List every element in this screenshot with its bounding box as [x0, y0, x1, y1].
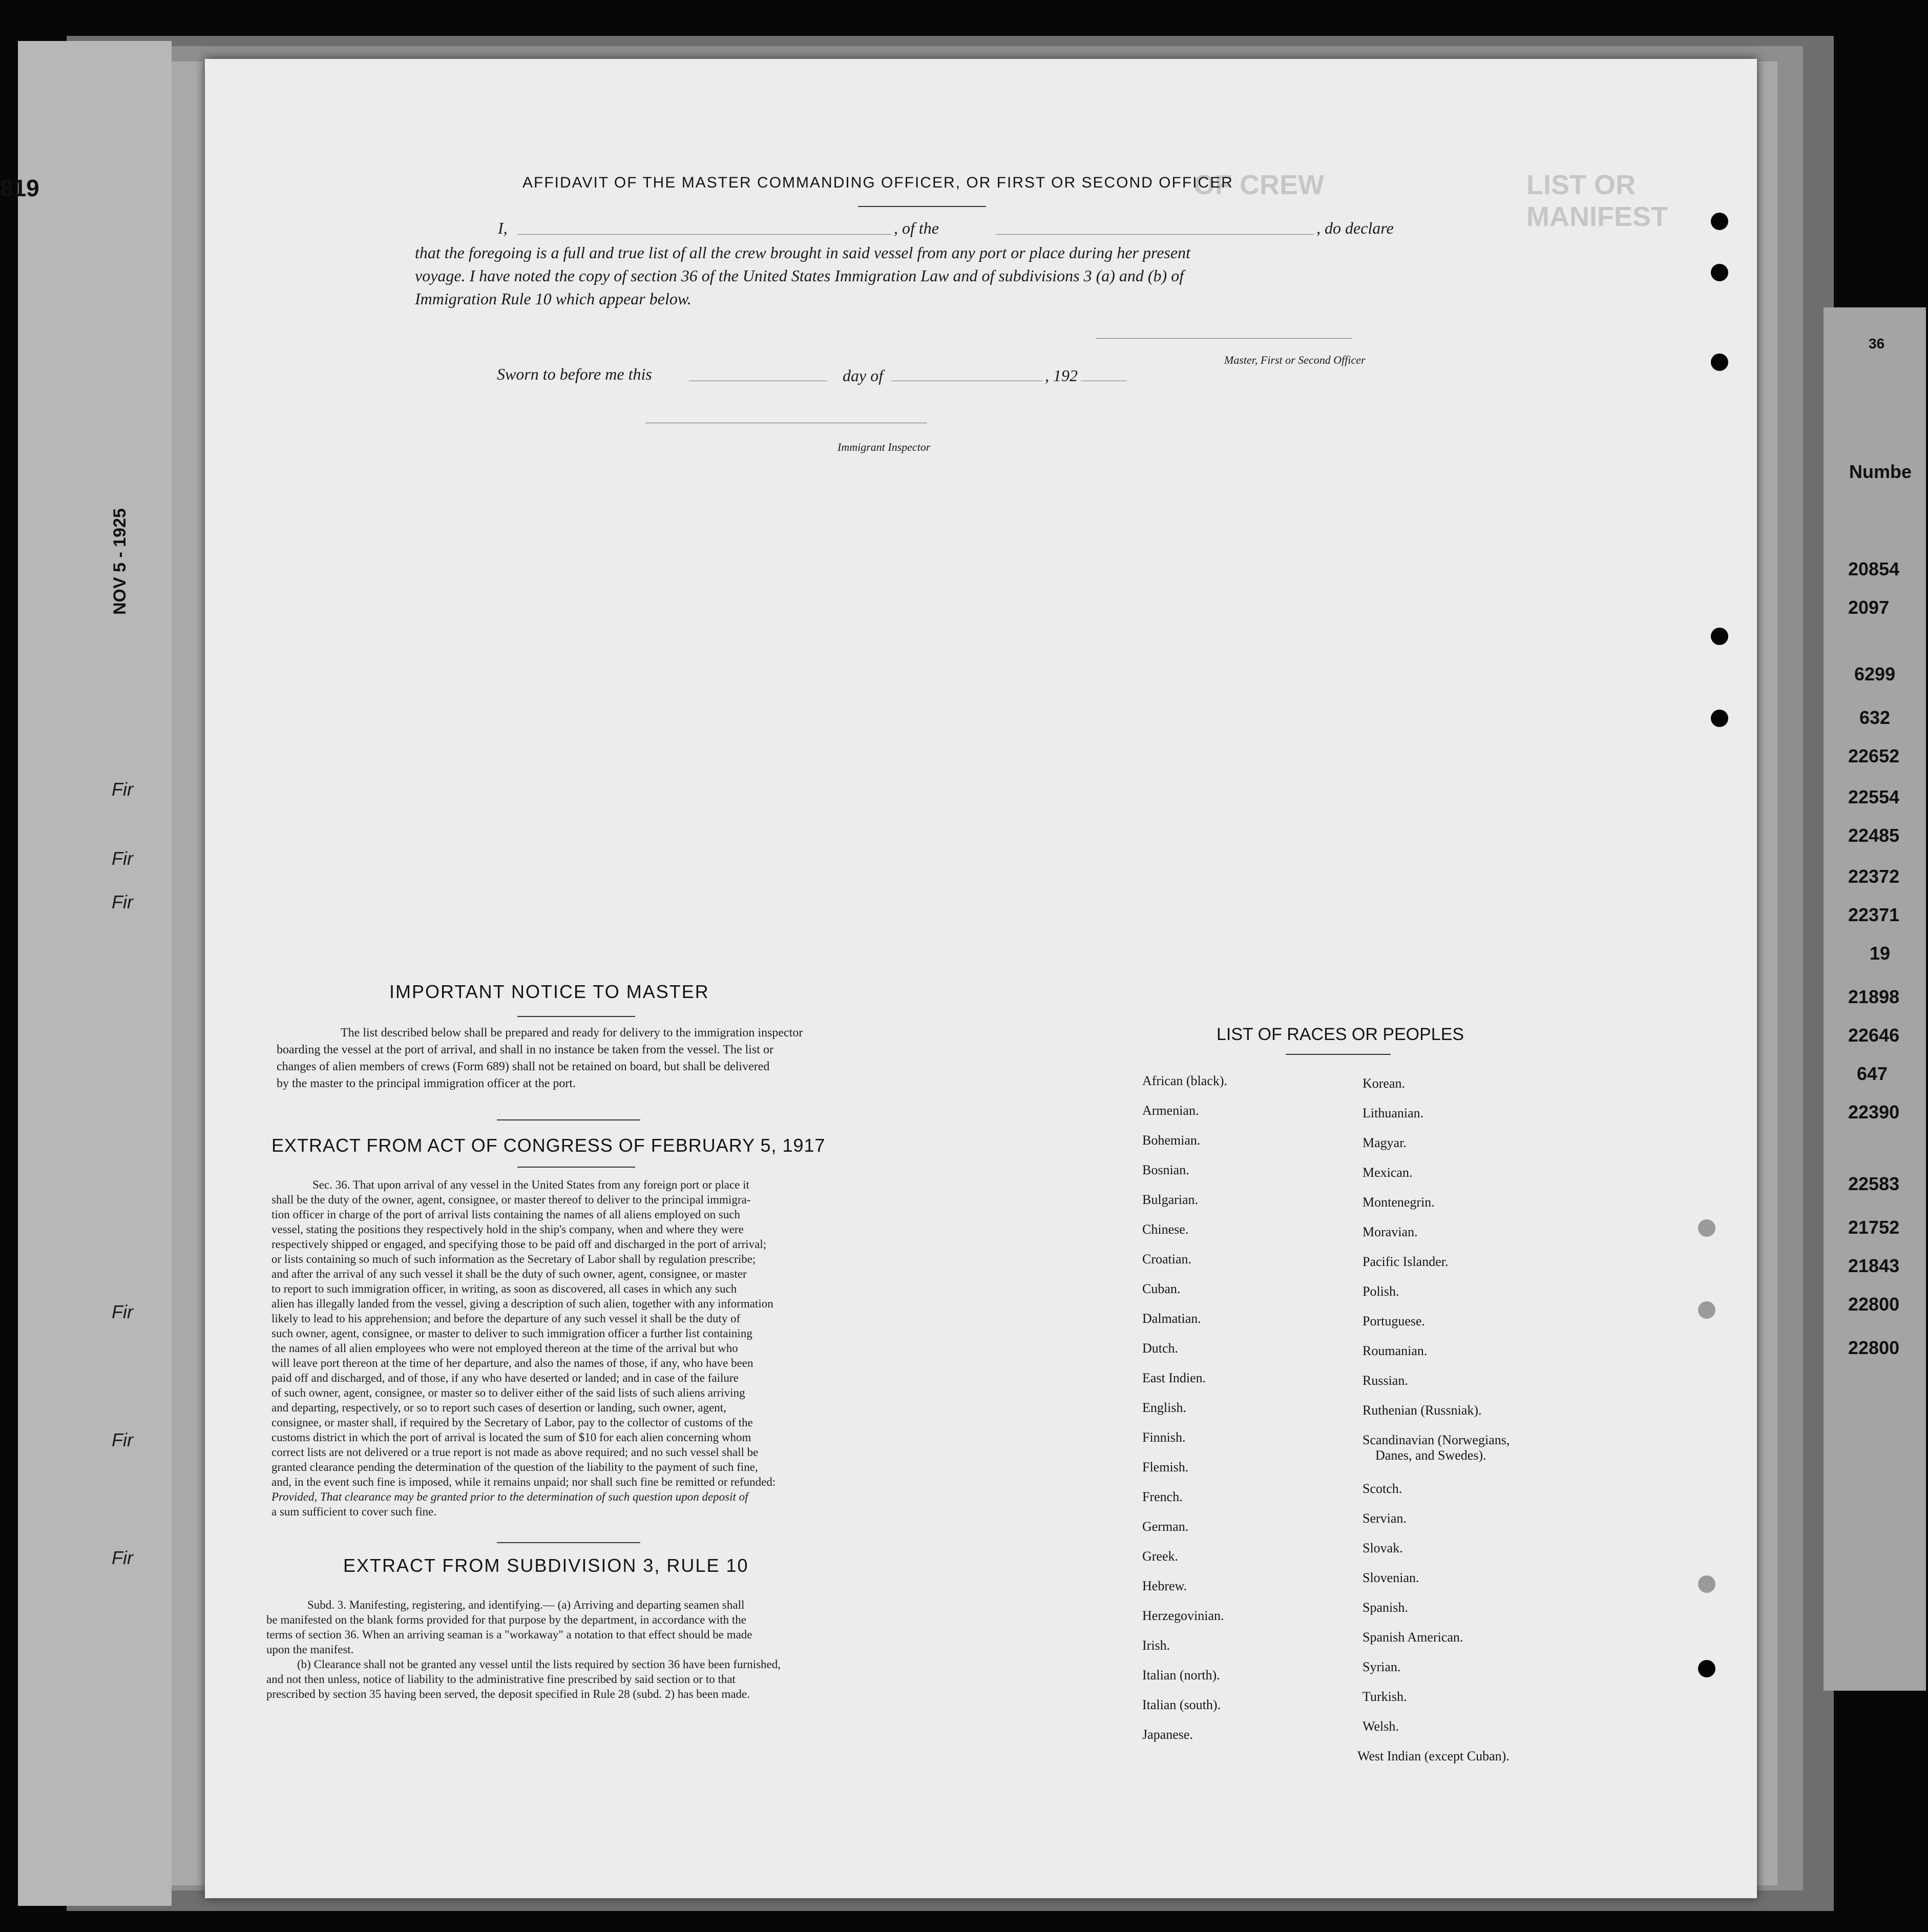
edge-fragment: 22583: [1848, 1173, 1900, 1194]
race-item: African (black).: [1142, 1073, 1228, 1088]
edge-fragment: 22646: [1848, 1025, 1900, 1046]
rule-line: terms of section 36. When an arriving seaman is a "workaway" a notation to that effect should be made: [266, 1628, 752, 1641]
edge-fragment: Fir: [112, 848, 133, 869]
notice-line: The list described below shall be prepared and ready for delivery to the immigration inspector: [341, 1026, 803, 1040]
race-item: Greek.: [1142, 1549, 1179, 1564]
act-line: vessel, stating the positions they respectively hold in the ship's company, when and where they were: [271, 1223, 744, 1236]
punch-hole: [1698, 1219, 1715, 1237]
rule-line: (b) Clearance shall not be granted any vessel until the lists required by section 36 have been furnished,: [297, 1658, 781, 1671]
race-item: Spanish.: [1363, 1600, 1408, 1615]
edge-fragment: 22390: [1848, 1102, 1900, 1123]
manifest-page: [205, 59, 1757, 1898]
divider: [517, 1167, 635, 1168]
act-line: a sum sufficient to cover such fine.: [271, 1505, 437, 1518]
race-item: Croatian.: [1142, 1252, 1192, 1266]
punch-hole: [1711, 710, 1728, 727]
race-item: West Indian (except Cuban).: [1357, 1749, 1510, 1763]
notice-title: IMPORTANT NOTICE TO MASTER: [389, 981, 709, 1002]
race-item: Scandinavian (Norwegians,: [1363, 1432, 1510, 1447]
act-line: customs district in which the port of arrival is located the sum of $10 for each alien concerning whom: [271, 1431, 751, 1444]
act-line: Provided, That clearance may be granted prior to the determination of such question upon deposit of: [271, 1490, 748, 1503]
act-line: correct lists are not delivered or a true report is not made as above required; and no such vessel shall be: [271, 1446, 759, 1459]
punch-hole: [1711, 628, 1728, 645]
act-line: or lists containing so much of such information as the Secretary of Labor shall by regulation prescribe;: [271, 1253, 756, 1265]
affidavit-line: Immigration Rule 10 which appear below.: [415, 289, 691, 308]
affidavit-line: voyage. I have noted the copy of section 36 of the United States Immigration Law and of subdivisions 3 (a) and (b) of: [415, 266, 1184, 285]
edge-fragment: 6299: [1854, 663, 1896, 684]
race-item: East Indien.: [1142, 1370, 1206, 1385]
act-line: tion officer in charge of the port of arrival lists containing the names of all aliens employed on such: [271, 1208, 741, 1221]
divider: [497, 1542, 640, 1543]
edge-fragment: 22485: [1848, 825, 1900, 846]
day-of-label: day of: [843, 366, 884, 385]
edge-fragment: 20854: [1848, 558, 1900, 579]
act-extract-title: EXTRACT FROM ACT OF CONGRESS OF FEBRUARY 5, 1917: [271, 1135, 826, 1156]
signature-line: [1096, 338, 1352, 339]
act-line: shall be the duty of the owner, agent, consignee, or master thereof to deliver to the principal immigra-: [271, 1193, 751, 1206]
race-item: Italian (south).: [1142, 1697, 1221, 1712]
rule-line: Subd. 3. Manifesting, registering, and identifying.— (a) Arriving and departing seamen shall: [307, 1598, 745, 1611]
left-edge-strip: [18, 41, 172, 1906]
edge-fragment: Fir: [112, 779, 133, 800]
rule-line: be manifested on the blank forms provided for that purpose by the department, in accordance with the: [266, 1613, 746, 1626]
race-item: Armenian.: [1142, 1103, 1199, 1118]
act-line: granted clearance pending the determination of the question of the liability to the payment of such fine,: [271, 1461, 758, 1473]
race-item: Slovenian.: [1363, 1570, 1419, 1585]
race-item: Mexican.: [1363, 1165, 1413, 1180]
punch-hole: [1711, 354, 1728, 371]
edge-fragment: 21843: [1848, 1255, 1900, 1276]
race-item: Cuban.: [1142, 1281, 1181, 1296]
inspector-caption: Immigrant Inspector: [837, 441, 931, 453]
act-line: such owner, agent, consignee, or master to deliver to such immigration officer a further list containing: [271, 1327, 752, 1340]
edge-fragment: Fir: [112, 1547, 133, 1568]
do-declare-label: , do declare: [1316, 219, 1394, 237]
race-item: Chinese.: [1142, 1222, 1189, 1237]
race-item: Moravian.: [1363, 1224, 1418, 1239]
race-item: Magyar.: [1363, 1135, 1407, 1150]
edge-fragment: 2097: [1848, 597, 1890, 618]
act-line: paid off and discharged, and of those, if any who have deserted or landed; and in case of the failure: [271, 1372, 739, 1384]
notice-line: by the master to the principal immigration officer at the port.: [277, 1077, 576, 1090]
race-item: Servian.: [1363, 1511, 1407, 1526]
act-line: alien has illegally landed from the vessel, giving a description of such alien, together with any information: [271, 1297, 773, 1310]
act-line: of such owner, agent, consignee, or master so to deliver either of the said lists of such aliens arriving: [271, 1386, 745, 1399]
race-item: Portuguese.: [1363, 1314, 1426, 1328]
race-item: Slovak.: [1363, 1541, 1403, 1555]
act-line: likely to lead to his apprehension; and before the departure of any such vessel it shall be the duty of: [271, 1312, 741, 1325]
edge-fragment: 632: [1859, 707, 1891, 728]
race-item: Flemish.: [1142, 1460, 1189, 1474]
race-item: Herzegovinian.: [1142, 1608, 1224, 1623]
race-item: Russian.: [1363, 1373, 1408, 1388]
of-the-label: , of the: [894, 219, 939, 237]
edge-fragment: 21752: [1848, 1217, 1900, 1238]
act-line: the names of all alien employees who were not employed thereon at the time of the arrival but who: [271, 1342, 738, 1355]
race-item: Scotch.: [1363, 1481, 1402, 1496]
race-item: French.: [1142, 1489, 1183, 1504]
divider: [517, 1016, 635, 1017]
race-item: Korean.: [1363, 1076, 1406, 1091]
race-item: Irish.: [1142, 1638, 1170, 1653]
act-line: and after the arrival of any such vessel it shall be the duty of such owner, agent, consignee, or master: [271, 1268, 747, 1280]
race-item: Ruthenian (Russniak).: [1363, 1403, 1482, 1418]
act-line: and departing, respectively, or so to report such cases of desertion or landing, such owner, agent,: [271, 1401, 726, 1414]
race-item: Polish.: [1363, 1284, 1399, 1299]
race-item: Danes, and Swedes).: [1375, 1448, 1486, 1463]
edge-fragment: Numbe: [1849, 461, 1912, 482]
act-line: and, in the event such fine is imposed, while it remains unpaid; nor shall such fine be remitted or refunded:: [271, 1476, 776, 1488]
edge-fragment: 21898: [1848, 986, 1900, 1007]
race-item: Hebrew.: [1142, 1578, 1187, 1593]
edge-fragment: 36: [1869, 336, 1885, 351]
edge-fragment: 22652: [1848, 745, 1900, 766]
edge-fragment: Fir: [112, 1429, 133, 1450]
race-item: Turkish.: [1363, 1689, 1407, 1704]
name-blank: [517, 234, 891, 235]
punch-hole: [1711, 264, 1728, 281]
race-item: Bulgarian.: [1142, 1192, 1199, 1207]
race-item: Dalmatian.: [1142, 1311, 1201, 1326]
edge-fragment: 22554: [1848, 786, 1900, 807]
race-item: Spanish American.: [1363, 1630, 1463, 1645]
divider: [1286, 1054, 1391, 1055]
act-line: Sec. 36. That upon arrival of any vessel in the United States from any foreign port or place it: [312, 1178, 749, 1191]
race-item: Roumanian.: [1363, 1343, 1428, 1358]
race-item: Welsh.: [1363, 1719, 1399, 1734]
punch-hole: [1698, 1301, 1715, 1319]
rule-line: and not then unless, notice of liability to the administrative fine prescribed by said section or to that: [266, 1673, 736, 1686]
punch-hole: [1698, 1660, 1715, 1677]
race-item: Pacific Islander.: [1363, 1254, 1449, 1269]
act-line: will leave port thereon at the time of her departure, and also the names of those, if any, who have been: [271, 1357, 753, 1369]
punch-hole: [1711, 213, 1728, 230]
divider: [497, 1119, 640, 1120]
race-item: German.: [1142, 1519, 1189, 1534]
edge-fragment: 22371: [1848, 904, 1900, 925]
edge-fragment: Fir: [112, 1301, 133, 1322]
edge-fragment: 19: [1870, 943, 1891, 964]
rule-extract-title: EXTRACT FROM SUBDIVISION 3, RULE 10: [343, 1555, 749, 1576]
race-item: Italian (north).: [1142, 1668, 1220, 1682]
punch-hole: [1698, 1575, 1715, 1593]
race-item: Syrian.: [1363, 1659, 1401, 1674]
affidavit-title: AFFIDAVIT OF THE MASTER COMMANDING OFFICER, OR FIRST OR SECOND OFFICER: [522, 174, 1233, 191]
bleed-through-text: LIST OR MANIFEST: [1526, 170, 1668, 232]
race-item: Bosnian.: [1142, 1162, 1189, 1177]
affidavit-line: that the foregoing is a full and true list of all the crew brought in said vessel from any port or place during her present: [415, 243, 1190, 262]
vessel-blank: [996, 234, 1314, 235]
act-line: respectively shipped or engaged, and specifying those to be paid off and discharged in the port of arrival;: [271, 1238, 767, 1251]
edge-fragment: 22800: [1848, 1294, 1900, 1315]
divider: [858, 206, 986, 207]
rule-line: prescribed by section 35 having been served, the deposit specified in Rule 28 (subd. 2) has been made.: [266, 1688, 750, 1700]
race-item: Bohemian.: [1142, 1133, 1201, 1148]
edge-fragment: Fir: [112, 891, 133, 912]
edge-fragment: 647: [1857, 1063, 1888, 1084]
race-item: Japanese.: [1142, 1727, 1193, 1742]
sworn-label: Sworn to before me this: [497, 365, 652, 383]
notice-line: changes of alien members of crews (Form 689) shall not be retained on board, but shall be delivered: [277, 1060, 770, 1073]
rule-line: upon the manifest.: [266, 1643, 354, 1656]
race-item: English.: [1142, 1400, 1186, 1415]
race-item: Dutch.: [1142, 1341, 1179, 1356]
edge-fragment: 819: [0, 175, 39, 201]
act-line: consignee, or master shall, if required by the Secretary of Labor, pay to the collector of customs of the: [271, 1416, 753, 1429]
edge-fragment: 22800: [1848, 1337, 1900, 1358]
race-item: Lithuanian.: [1363, 1106, 1424, 1120]
affidavit-pronoun: I,: [498, 219, 508, 237]
notice-line: boarding the vessel at the port of arrival, and shall in no instance be taken from the vessel. The list or: [277, 1043, 773, 1056]
race-item: Montenegrin.: [1363, 1195, 1435, 1210]
races-title: LIST OF RACES OR PEOPLES: [1217, 1025, 1464, 1044]
race-item: Finnish.: [1142, 1430, 1186, 1445]
edge-fragment: 22372: [1848, 866, 1900, 887]
act-line: to report to such immigration officer, in writing, as soon as discovered, all cases in which any such: [271, 1282, 737, 1295]
master-caption: Master, First or Second Officer: [1224, 354, 1366, 366]
stamp-date: NOV 5 - 1925: [110, 508, 130, 615]
bleed-through-text: OF CREW: [1193, 170, 1324, 200]
year-label: , 192: [1045, 366, 1078, 385]
